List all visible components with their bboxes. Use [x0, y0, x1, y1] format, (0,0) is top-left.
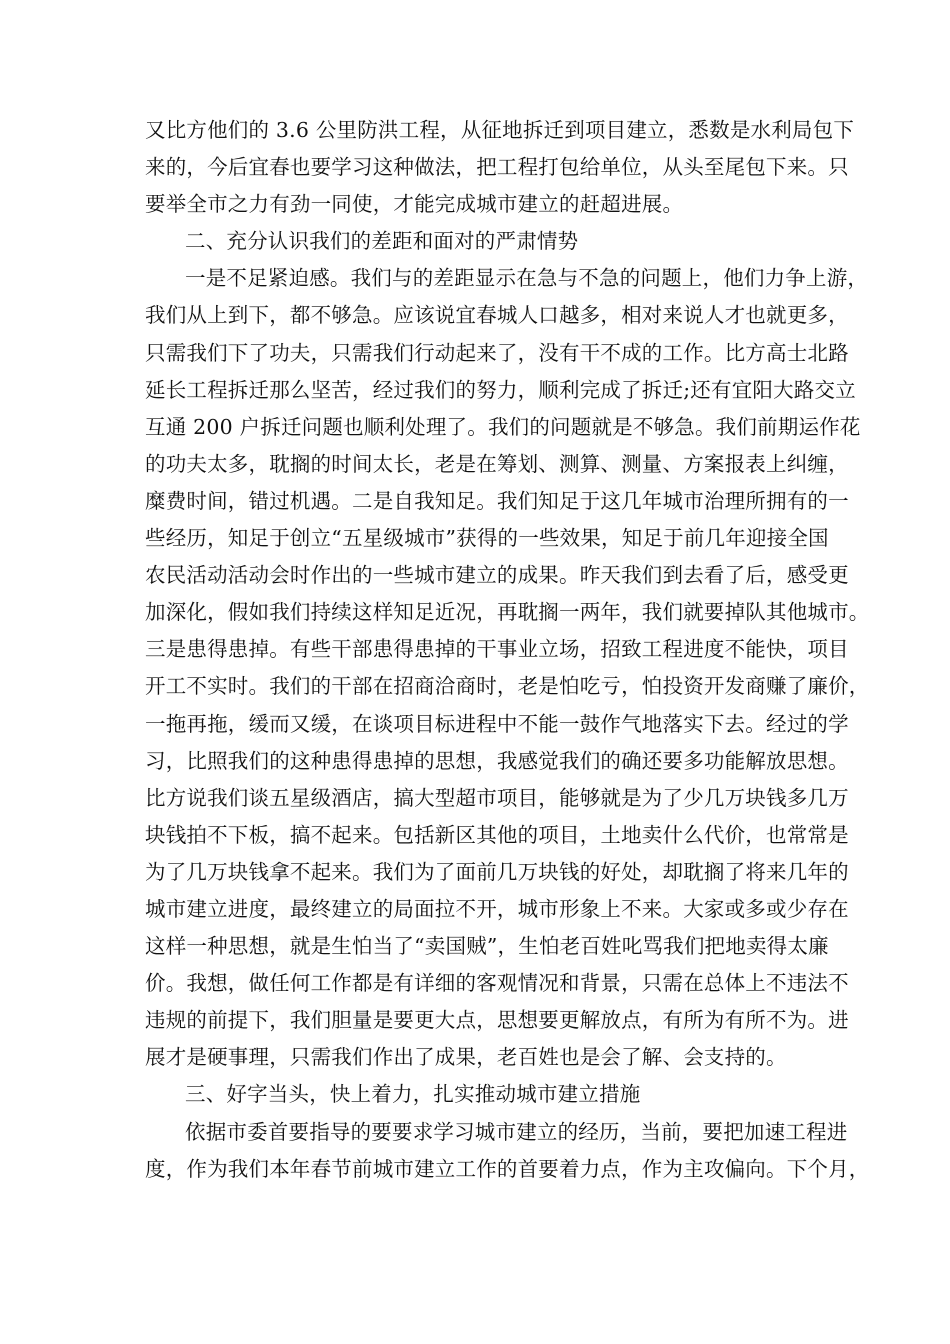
text-line: 违规的前提下，我们胆量是要更大点，思想要更解放点，有所为有所不为。进	[145, 1008, 849, 1033]
text-line: 度，作为我们本年春节前城市建立工作的首要着力点，作为主攻偏向。下个月，	[145, 1156, 870, 1181]
text-line: 块钱拍不下板，搞不起来。包括新区其他的项目，土地卖什么代价，也常常是	[145, 822, 849, 847]
text-line: 要举全市之力有劲一同使，才能完成城市建立的赶超进展。	[145, 192, 684, 217]
paragraph-first-line: 依据市委首要指导的要要求学习城市建立的经历，当前，要把加速工程进	[185, 1119, 848, 1144]
text-line: 互通 200 户拆迁问题也顺利处理了。我们的问题就是不够急。我们前期运作花	[145, 414, 861, 439]
text-line: 一拖再拖，缓而又缓，在谈项目标进程中不能一鼓作气地落实下去。经过的学	[145, 711, 849, 736]
section-heading: 三、好字当头，快上着力，扎实推动城市建立措施	[185, 1082, 641, 1107]
text-line: 只需我们下了功夫，只需我们行动起来了，没有干不成的工作。比方高士北路	[145, 340, 849, 365]
text-line: 为了几万块钱拿不起来。我们为了面前几万块钱的好处，却耽搁了将来几年的	[145, 859, 849, 884]
text-line: 些经历，知足于创立“五星级城市”获得的一些效果，知足于前几年迎接全国	[145, 526, 829, 551]
text-line: 来的，今后宜春也要学习这种做法，把工程打包给单位，从头至尾包下来。只	[145, 155, 849, 180]
text-line: 开工不实时。我们的干部在招商洽商时，老是怕吃亏，怕投资开发商赚了廉价，	[145, 674, 870, 699]
text-line: 加深化，假如我们持续这样知足近况，再耽搁一两年，我们就要掉队其他城市。	[145, 600, 870, 625]
text-line: 三是患得患掉。有些干部患得患掉的干事业立场，招致工程进度不能快，项目	[145, 637, 849, 662]
text-line: 糜费时间，错过机遇。二是自我知足。我们知足于这几年城市治理所拥有的一	[145, 488, 849, 513]
text-line: 展才是硬事理，只需我们作出了成果，老百姓也是会了解、会支持的。	[145, 1045, 787, 1070]
text-line: 延长工程拆迁那么坚苦，经过我们的努力，顺利完成了拆迁;还有宜阳大路交立	[145, 377, 856, 402]
text-line: 这样一种思想，就是生怕当了“卖国贼”，生怕老百姓叱骂我们把地卖得太廉	[145, 934, 829, 959]
text-line: 农民活动活动会时作出的一些城市建立的成果。昨天我们到去看了后，感受更	[145, 563, 849, 588]
text-line: 我们从上到下，都不够急。应该说宜春城人口越多，相对来说人才也就更多，	[145, 303, 849, 328]
text-line: 又比方他们的 3.6 公里防洪工程，从征地拆迁到项目建立，悉数是水利局包下	[145, 118, 855, 142]
text-line: 价。我想，做任何工作都是有详细的客观情况和背景，只需在总体上不违法不	[145, 971, 849, 996]
text-line: 习，比照我们的这种患得患掉的思想，我感觉我们的确还要多功能解放思想。	[145, 748, 849, 773]
text-line: 的功夫太多，耽搁的时间太长，老是在筹划、测算、测量、方案报表上纠缠，	[145, 451, 849, 476]
text-line: 城市建立进度，最终建立的局面拉不开，城市形象上不来。大家或多或少存在	[145, 896, 849, 921]
section-heading: 二、充分认识我们的差距和面对的严肃情势	[185, 229, 579, 254]
text-line: 比方说我们谈五星级酒店，搞大型超市项目，能够就是为了少几万块钱多几万	[145, 785, 849, 810]
paragraph-first-line: 一是不足紧迫感。我们与的差距显示在急与不急的问题上，他们力争上游，	[185, 266, 869, 291]
document-body	[145, 112, 870, 1188]
